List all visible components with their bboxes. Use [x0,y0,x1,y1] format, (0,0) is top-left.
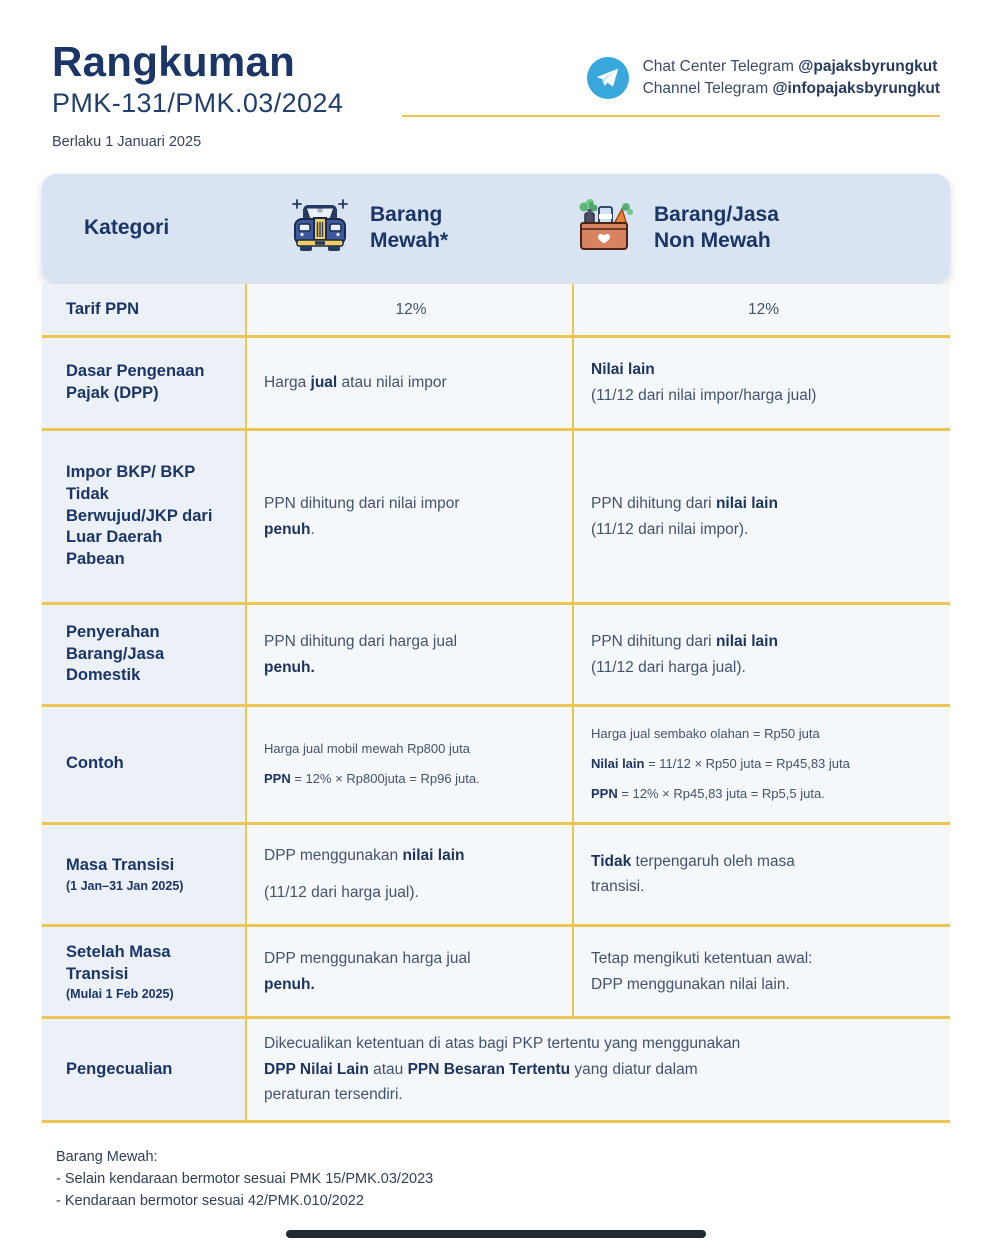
header-left [52,40,343,150]
header-right [402,40,940,150]
telegram-chat-line: Chat Center Telegram @pajaksbyrungkut [642,58,938,75]
table-row [42,605,950,707]
table-row [42,927,950,1019]
row-label: Pengecualian [42,1019,245,1120]
table-cell: DPP menggunakan harga jual penuh. [245,927,572,1016]
table-row [42,338,950,431]
table-cell: Harga jual sembako olahan = Rp50 juta Nilai lain = 11/12 × Rp50 juta = Rp45,83 juta PPN = 12% × Rp45,83 juta = Rp5,5 juta. [572,707,950,822]
table-cell: 12% [245,284,572,335]
table-row [42,1019,950,1123]
non-mewah-label: Barang/Jasa Non Mewah [654,202,779,253]
barang-mewah-label: Barang Mewah* [370,202,449,253]
page-subtitle: PMK-131/PMK.03/2024 [52,88,344,119]
telegram-channel-line: Channel Telegram @infopajaksbyrungkut [642,79,940,97]
footnote-item: - Selain kendaraan bermotor sesuai PMK 15/PMK.03/2023 [56,1170,434,1187]
gesture-bar [286,1230,706,1238]
telegram-icon [587,57,629,99]
table-row [42,707,950,825]
category-header: Kategori [84,216,170,240]
luxury-car-icon [288,196,352,260]
table-cell: PPN dihitung dari nilai lain (11/12 dari nilai impor). [572,431,950,602]
table-cell: DPP menggunakan nilai lain (11/12 dari harga jual). [245,825,572,924]
column-header-non-mewah [572,196,812,260]
row-label: Penyerahan Barang/Jasa Domestik [42,605,245,704]
row-label: Contoh [42,707,245,822]
table-body [42,284,950,1123]
effective-date: Berlaku 1 Januari 2025 [52,134,202,151]
table-cell: 12% [572,284,950,335]
footnotes [56,1147,992,1212]
row-label: Masa Transisi (1 Jan–31 Jan 2025) [42,825,245,924]
column-header-barang-mewah [288,196,480,260]
table-cell: Tidak terpengaruh oleh masa transisi. [572,825,950,924]
telegram-lines [643,56,940,99]
table-row [42,825,950,927]
row-label: Setelah Masa Transisi (Mulai 1 Feb 2025) [42,927,245,1016]
table-cell: Dikecualikan ketentuan di atas bagi PKP tertentu yang menggunakan DPP Nilai Lain atau PPN Besaran Tertentu yang diatur dalam peraturan tersendiri. [245,1019,950,1120]
table-cell: Harga jual mobil mewah Rp800 juta PPN = 12% × Rp800juta = Rp96 juta. [245,707,572,822]
table-cell: Harga jual atau nilai impor [245,338,572,428]
grocery-box-icon [572,196,636,260]
row-label: Impor BKP/ BKP Tidak Berwujud/JKP dari Luar Daerah Pabean [42,431,245,602]
table-header-band [42,174,950,282]
table-row [42,431,950,605]
footnote-title: Barang Mewah: [56,1149,158,1166]
table-cell: PPN dihitung dari nilai impor penuh. [245,431,572,602]
page-title: Rangkuman [52,38,296,85]
telegram-contact [402,56,940,117]
row-label: Tarif PPN [42,284,245,335]
table-cell: PPN dihitung dari nilai lain (11/12 dari harga jual). [572,605,950,704]
table-row [42,284,950,338]
row-label: Dasar Pengenaan Pajak (DPP) [42,338,245,428]
table-cell: Nilai lain (11/12 dari nilai impor/harga jual) [572,338,950,428]
page-header [0,0,992,150]
table-cell: PPN dihitung dari harga jual penuh. [245,605,572,704]
footnote-item: - Kendaraan bermotor sesuai 42/PMK.010/2022 [56,1192,364,1209]
table-cell: Tetap mengikuti ketentuan awal: DPP menggunakan nilai lain. [572,927,950,1016]
